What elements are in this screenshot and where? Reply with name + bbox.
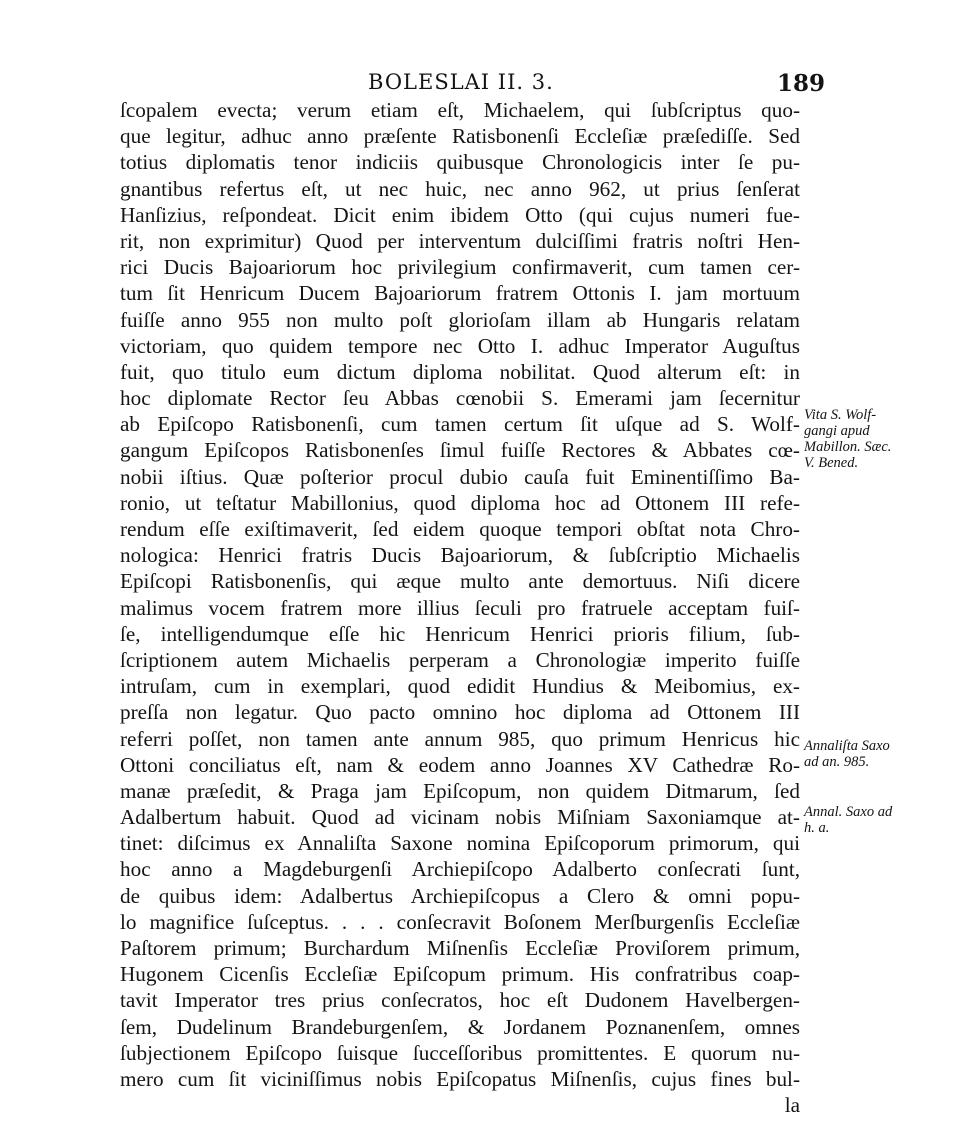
text-line: manæ præſedit, & Praga jam Epiſcopum, non quidem Ditmarum, ſed [120,778,800,803]
text-line: totius diplomatis tenor indiciis quibusque Chronologicis inter ſe pu- [120,150,800,175]
text-line: hoc anno a Magdeburgenſi Archiepiſcopo Adalberto conſecrati ſunt, [120,857,800,882]
text-line: ab Epiſcopo Ratisbonenſi, cum tamen certum ſit uſque ad S. Wolf- [120,412,800,437]
text-line: ſcopalem evecta; verum etiam eſt, Michaelem, qui ſubſcriptus quo- [120,98,800,122]
margin-note-line: Vita S. Wolf- [804,407,877,423]
text-line: mero cum ſit viciniſſimus nobis Epiſcopatus Miſnenſis, cujus fines bul- [120,1066,800,1091]
text-line: intruſam, cum in exemplari, quod edidit Hundius & Meibomius, ex- [120,674,800,699]
text-line: nologica: Henrici fratris Ducis Bajoariorum, & ſubſcriptio Michaelis [120,543,800,568]
text-line: de quibus idem: Adalbertus Archiepiſcopus a Clero & omni popu- [120,883,800,908]
text-line: referri poſſet, non tamen ante annum 985, quo primum Henricus hic [120,726,800,751]
margin-note [804,738,954,770]
text-line: que legitur, adhuc anno præſente Ratisbonenſi Eccleſiæ præſediſſe. Sed [120,124,800,149]
text-line: hoc diplomate Rector ſeu Abbas cœnobii S. Emerami jam ſecernitur [120,386,800,411]
text-line: preſſa non legatur. Quo pacto omnino hoc diploma ad Ottonem III [120,700,800,725]
text-line: fuit, quo titulo eum dictum diploma nobilitat. Quod alterum eſt: in [120,359,800,384]
text-line: malimus vocem fratrem more illius ſeculi pro fratruele acceptam fuiſ- [120,595,800,620]
text-line: ſe, intelligendumque eſſe hic Henricum Henrici prioris filium, ſub- [120,621,800,646]
text-line: nobii iſtius. Quæ poſterior procul dubio cauſa fuit Eminentiſſimo Ba- [120,464,800,489]
margin-note-line: ad an. 985. [804,754,870,770]
margin-note [804,804,954,836]
text-line: ſem, Dudelinum Brandeburgenſem, & Jordanem Poznanenſem, omnes [120,1014,800,1039]
margin-note-line: gangi apud [804,423,870,439]
text-line: gnantibus refertus eſt, ut nec huic, nec anno 962, ut prius ſenſerat [120,176,800,201]
text-line: Epiſcopi Ratisbonenſis, qui æque multo ante demortuus. Niſi dicere [120,569,800,594]
text-line: rici Ducis Bajoariorum hoc privilegium confirmaverit, cum tamen cer- [120,255,800,280]
text-line: lo magnifice ſuſceptus. . . . conſecravit Boſonem Merſburgenſis Eccleſiæ [120,909,800,934]
text-line: fuiſſe anno 955 non multo poſt glorioſam illam ab Hungaris relatam [120,307,800,332]
margin-note-line: Mabillon. Sæc. [804,439,892,455]
text-line: Hugonem Cicenſis Eccleſiæ Epiſcopum primum. His confratribus coap- [120,962,800,987]
text-line: ſubjectionem Epiſcopo ſuisque ſucceſſoribus promittentes. E quorum nu- [120,1040,800,1065]
text-line: Hanſizius, reſpondeat. Dicit enim ibidem Otto (qui cujus numeri fue- [120,202,800,227]
text-line: rit, non exprimitur) Quod per interventum dulciſſimi fratris noſtri Hen- [120,228,800,253]
text-line: gangum Epiſcopos Ratisbonenſes ſimul fuiſſe Rectores & Abbates cœ- [120,438,800,463]
page-number: 189 [777,70,826,97]
text-line: rendum eſſe exiſtimaverit, ſed eidem quoque tempori obſtat nota Chro- [120,517,800,541]
margin-note-line: Annaliſta Saxo [804,738,890,754]
text-line: Adalbertum habuit. Quod ad vicinam nobis Miſniam Saxoniamque at- [120,805,800,830]
margin-note [804,407,954,471]
margin-note-line: V. Bened. [804,455,859,471]
text-line: tinet: diſcimus ex Annaliſta Saxone nomina Epiſcoporum primorum, qui [120,831,800,856]
text-line: ronio, ut teſtatur Mabillonius, quod diploma hoc ad Ottonem III refe- [120,490,800,515]
text-line: tavit Imperator tres prius conſecratos, hoc eſt Dudonem Havelbergen- [120,988,800,1013]
margin-note-line: Annal. Saxo ad [804,804,893,820]
text-line: ſcriptionem autem Michaelis perperam a Chronologiæ imperito fuiſſe [120,647,800,672]
margin-note-line: h. a. [804,820,830,836]
text-line: Ottoni conciliatus eſt, nam & eodem anno Joannes XV Cathedræ Ro- [120,752,800,777]
text-line: victoriam, quo quidem tempore nec Otto I. adhuc Imperator Auguſtus [120,333,800,358]
catchword: la [784,1093,800,1118]
body-text [120,97,800,1118]
text-line: tum ſit Henricum Ducem Bajoariorum fratrem Ottonis I. jam mortuum [120,281,800,306]
running-title: BOLESLAI II. 3. [368,70,554,94]
text-line: Paſtorem primum; Burchardum Miſnenſis Eccleſiæ Proviſorem primum, [120,936,800,960]
